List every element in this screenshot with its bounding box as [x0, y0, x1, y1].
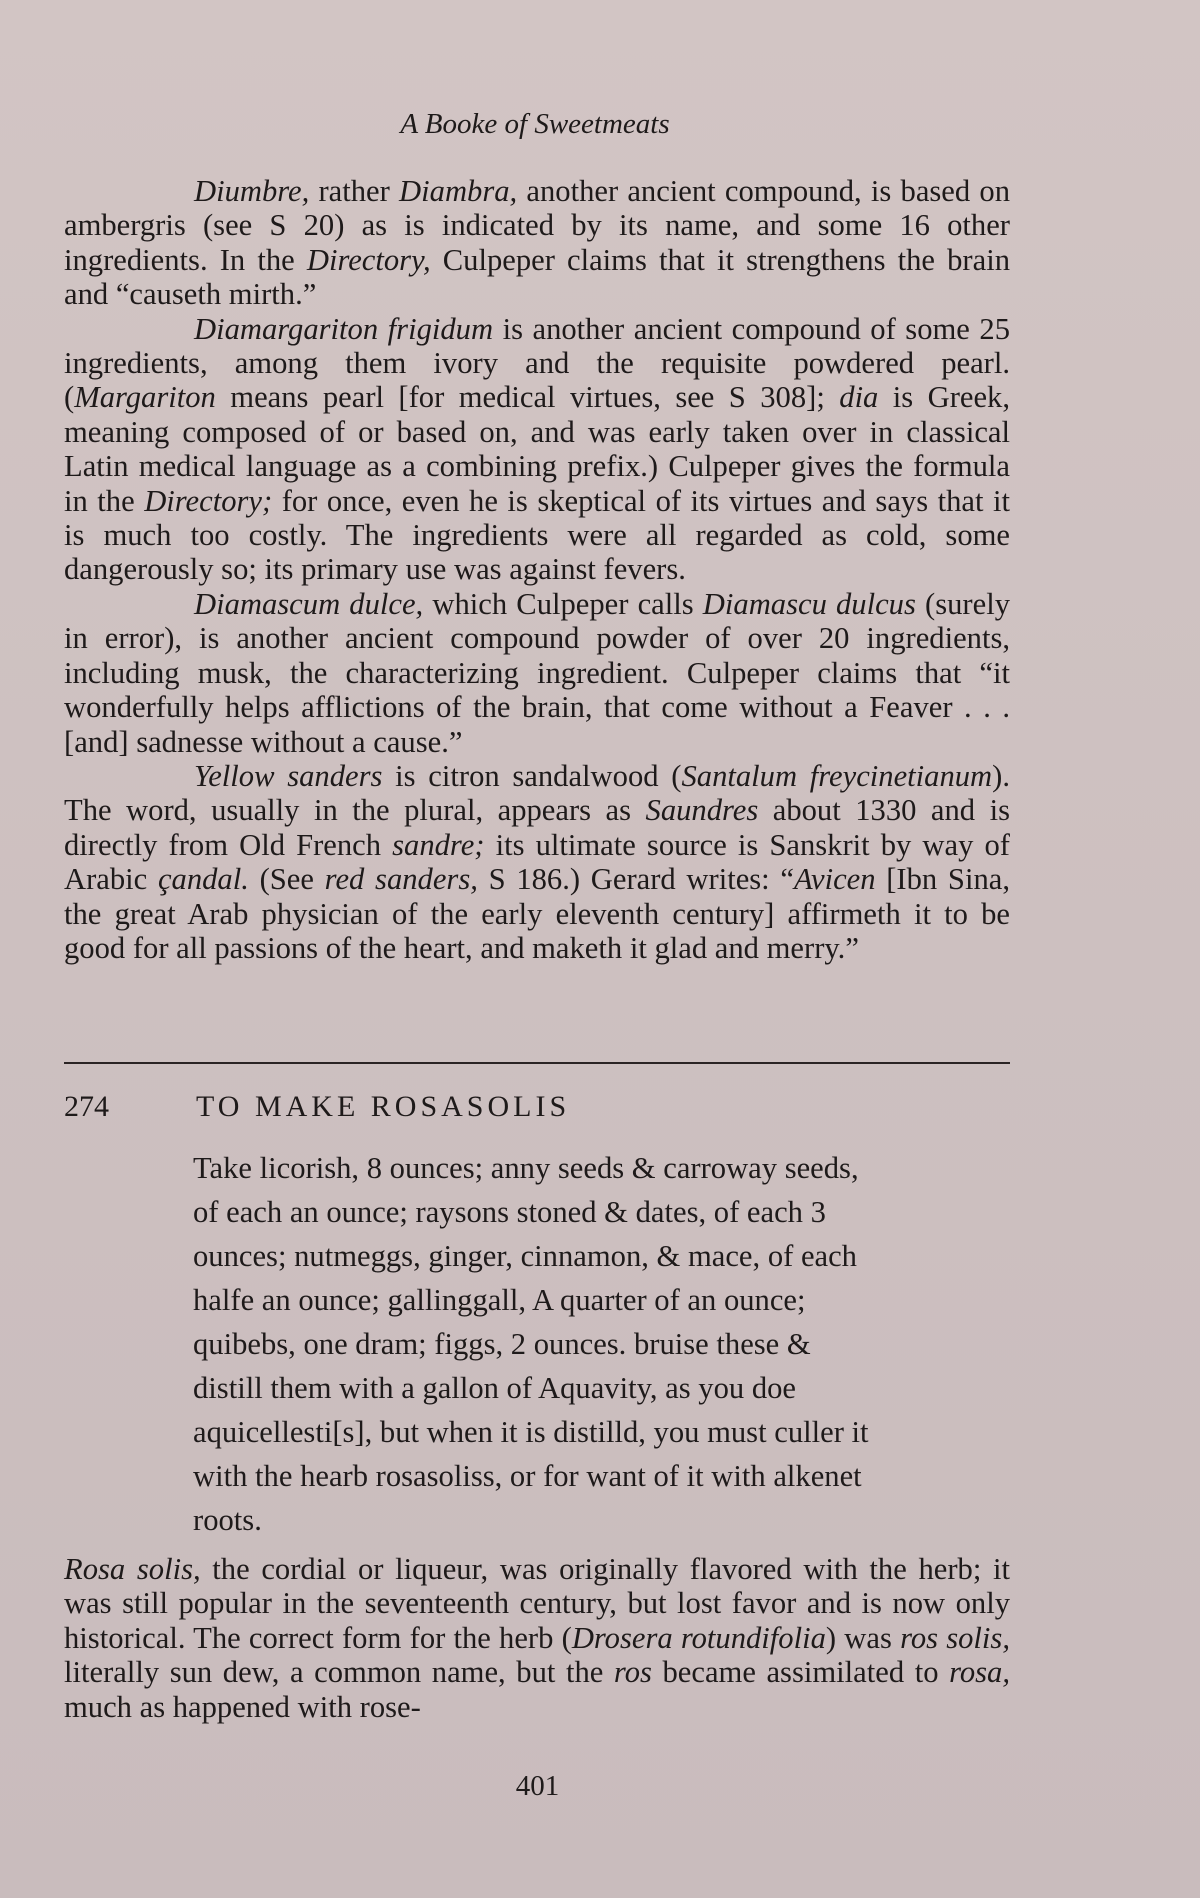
text-run: literally sun dew, a common name, but the [64, 1655, 614, 1690]
text-run: is another ancient compound of some 25 ingredients, among them ivory and the requisite powdered pearl. ( [64, 311, 1010, 415]
italic-term: Saundres [645, 793, 759, 828]
paragraph-diamargariton [64, 312, 1010, 587]
text-run: [Ibn Sina, the great Arab physician of the early eleventh century] affirmeth it to be good for all passions of the heart, and maketh it glad and merry.” [64, 862, 1010, 965]
running-head: A Booke of Sweetmeats [400, 108, 670, 140]
italic-term: Avicen [793, 862, 876, 897]
text-run: ). The word, usually in the plural, appears as [64, 758, 1010, 828]
text-run: S 186.) Gerard writes: “ [477, 862, 794, 897]
text-run: is Greek, meaning composed of or based on, and was early taken over in classical Latin medical language as a combining prefix.) Culpeper gives the formula in the [64, 380, 1011, 518]
text-run: about 1330 and is directly from Old French [64, 793, 1010, 862]
italic-term: çandal. [157, 862, 249, 897]
recipe-line: distill them with a gallon of Aquavity, as you doe [193, 1371, 797, 1405]
recipe-line: Take licorish, 8 ounces; anny seeds & carroway seeds, [193, 1151, 859, 1185]
italic-term: Rosa solis, [64, 1552, 201, 1586]
recipe-line: ounces; nutmeggs, ginger, cinnamon, & mace, of each [193, 1239, 857, 1273]
text-run: (surely in error), is another ancient compound powder of over 20 ingredients, including musk, the characterizing ingredient. Culpeper claims that “it wonderfully helps afflictions of the brain, that come without a Feaver . . . [and] sadnesse without a cause.” [64, 586, 1010, 759]
italic-term: Margariton [74, 380, 216, 415]
recipe-line: halfe an ounce; gallinggall, A quarter of an ounce; [193, 1283, 806, 1317]
text-run: became assimilated to [651, 1655, 950, 1690]
recipe-line: roots. [193, 1503, 262, 1537]
section-rule [64, 1062, 1010, 1064]
italic-term: dia [839, 380, 879, 415]
italic-term: ros solis, [900, 1620, 1010, 1655]
page-number: 401 [515, 1770, 560, 1802]
italic-term: Directory, [306, 242, 431, 277]
italic-term: Diamascu dulcus [702, 586, 916, 621]
text-run: its ultimate source is Sanskrit by way of Arabic [64, 827, 1010, 897]
text-run: Culpeper claims that it strengthens the brain and “causeth mirth.” [64, 242, 1010, 312]
italic-term: Diamascum dulce, [194, 586, 424, 621]
italic-term: Diamargariton frigidum [194, 311, 494, 346]
recipe-line: of each an ounce; raysons stoned & dates, of each 3 [193, 1195, 826, 1229]
recipe-line: aquicellesti[s], but when it is distilld, you must culler it [193, 1415, 869, 1449]
text-run: much as happened with rose- [64, 1689, 421, 1724]
paragraph-yellow-sanders [64, 759, 1010, 965]
text-run: means pearl [for medical virtues, see S 308]; [215, 380, 840, 415]
rosa-solis-commentary [64, 1552, 1010, 1724]
paragraph-diamascum [64, 587, 1010, 759]
text-run: ) was [825, 1620, 901, 1655]
italic-term: Santalum freycinetianum [681, 758, 993, 793]
recipe-line: quibebs, one dram; figgs, 2 ounces. bruise these & [193, 1327, 811, 1361]
paragraph-rosa-solis [64, 1552, 1010, 1724]
italic-term: Diambra, [399, 174, 518, 208]
recipe-line: with the hearb rosasoliss, or for want of it with alkenet [193, 1459, 862, 1493]
italic-term: ros [613, 1655, 652, 1690]
commentary-body [64, 174, 1010, 965]
italic-term: red sanders, [324, 862, 478, 897]
text-run: the cordial or liqueur, was originally flavored with the herb; it was still popular in the seventeenth century, but lost favor and is now only historical. The correct form for the herb ( [64, 1552, 1010, 1655]
recipe-number: 274 [64, 1090, 109, 1123]
text-run: for once, even he is skeptical of its virtues and says that it is much too costly. The ingredients were all regarded as cold, some dangerously so; its primary use was against fevers. [64, 483, 1010, 587]
text-run: is citron sandalwood ( [382, 758, 682, 793]
recipe-text [193, 1146, 1003, 1542]
italic-term: Yellow sanders [194, 758, 383, 793]
recipe-title: TO MAKE ROSASOLIS [196, 1090, 571, 1123]
text-run: which Culpeper calls [423, 586, 703, 621]
italic-term: sandre; [392, 827, 485, 862]
text-run: another ancient compound, is based on ambergris (see S 20) as is indicated by its name, and some 16 other ingredients. In the [64, 174, 1010, 277]
italic-term: rosa, [949, 1655, 1010, 1690]
paragraph-diambra [64, 174, 1010, 312]
text-run: (See [248, 862, 325, 897]
italic-term: Directory; [144, 483, 273, 518]
text-run: rather [309, 174, 400, 208]
italic-term: Diumbre, [194, 174, 310, 208]
italic-term: Drosera rotundifolia [571, 1620, 826, 1655]
